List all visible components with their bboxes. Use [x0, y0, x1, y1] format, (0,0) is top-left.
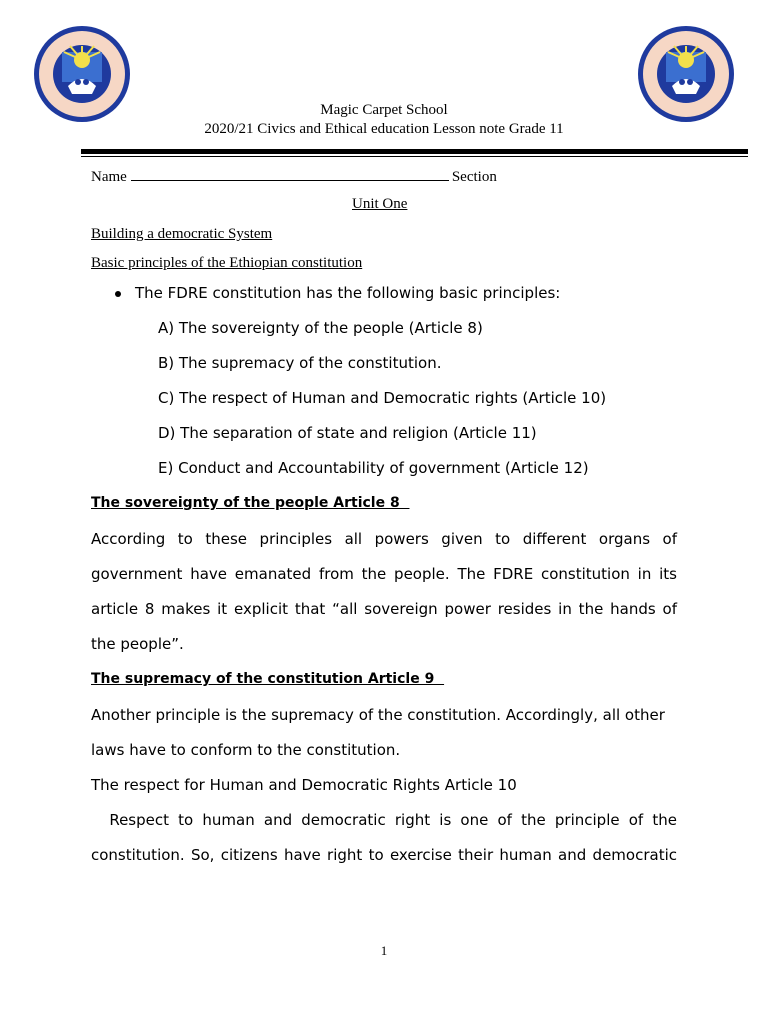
bullet-dot-icon: [115, 291, 121, 297]
subtopic-heading: Basic principles of the Ethiopian constitution: [91, 255, 363, 271]
section-heading-human-rights: The respect for Human and Democratic Rights Article 10: [91, 776, 517, 794]
section-heading-sovereignty: The sovereignty of the people Article 8: [91, 495, 410, 511]
bullet-text: The FDRE constitution has the following basic principles:: [135, 284, 561, 302]
name-label: Name: [91, 169, 127, 185]
unit-title: Unit One: [352, 196, 408, 212]
paragraph-line: constitution. So, citizens have right to exercise their human and democratic: [91, 846, 677, 864]
header-divider-thin: [81, 156, 748, 157]
principle-item: C) The respect of Human and Democratic rights (Article 10): [158, 389, 607, 407]
paragraph-line: Another principle is the supremacy of the constitution. Accordingly, all other: [91, 706, 665, 724]
paragraph-sovereignty: [91, 522, 677, 662]
principle-item: D) The separation of state and religion (Article 11): [158, 424, 537, 442]
topic-heading: Building a democratic System: [91, 226, 273, 242]
section-label: Section: [451, 169, 497, 185]
paragraph-supremacy: [91, 698, 677, 768]
paragraph-line: According to these principles all powers given to different organs of: [91, 530, 677, 548]
principle-item: E) Conduct and Accountability of government (Article 12): [158, 459, 589, 477]
name-section-row: [91, 168, 497, 186]
paragraph-line: the people”.: [91, 635, 184, 653]
paragraph-line: laws have to conform to the constitution.: [91, 741, 401, 759]
paragraph-line: Respect to human and democratic right is one of the principle of the: [91, 811, 677, 829]
paragraph-line: article 8 makes it explicit that “all sovereign power resides in the hands of: [91, 600, 677, 618]
document-subtitle: 2020/21 Civics and Ethical education Lesson note Grade 11: [204, 121, 564, 137]
page-number: 1: [380, 943, 388, 958]
principle-item: B) The supremacy of the constitution.: [158, 354, 442, 372]
principle-item: A) The sovereignty of the people (Article 8): [158, 319, 483, 337]
section-heading-supremacy: The supremacy of the constitution Article 9: [91, 671, 445, 687]
paragraph-human-rights: [91, 803, 677, 873]
school-name: Magic Carpet School: [320, 102, 448, 118]
paragraph-line: government have emanated from the people. The FDRE constitution in its: [91, 565, 677, 583]
header-divider-thick: [81, 149, 748, 154]
name-blank-line: [131, 168, 449, 181]
